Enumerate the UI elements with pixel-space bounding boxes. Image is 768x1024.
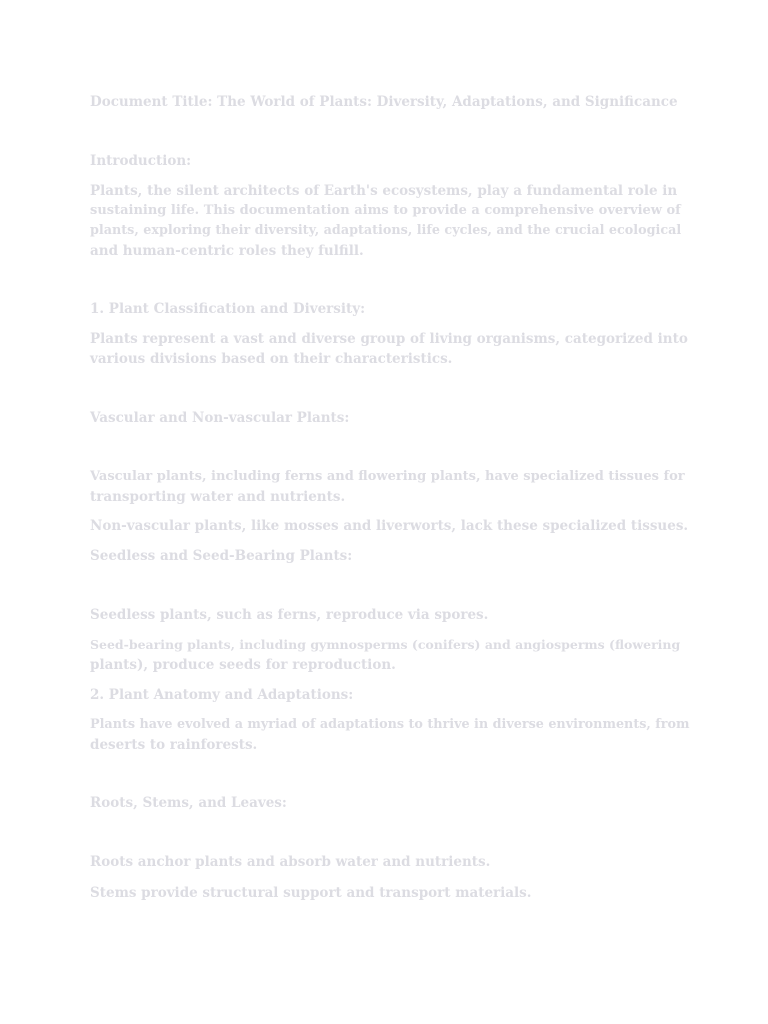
vascular-text-line: transporting water and nutrients.	[90, 489, 346, 505]
introduction-text-line: Plants, the silent architects of Earth's ecosystems, play a fundamental role in	[90, 183, 678, 199]
introduction-text-line: plants, exploring their diversity, adaptations, life cycles, and the crucial ecological	[90, 223, 682, 238]
introduction-text-line: and human-centric roles they fulfill.	[90, 243, 364, 259]
section-1-text-line: Plants represent a vast and diverse group of living organisms, categorized into	[90, 331, 688, 347]
roots-text: Roots anchor plants and absorb water and nutrients.	[90, 854, 491, 870]
section-2-heading: 2. Plant Anatomy and Adaptations:	[90, 687, 354, 703]
introduction-heading: Introduction:	[90, 153, 192, 169]
seed-bearing-text-line: Seed-bearing plants, including gymnosperms (conifers) and angiosperms (flowering	[90, 637, 681, 652]
introduction-text-line: sustaining life. This documentation aims to provide a comprehensive overview of	[90, 203, 681, 218]
section-1-text-line: various divisions based on their characteristics.	[90, 351, 453, 367]
section-2-text-line: deserts to rainforests.	[90, 737, 258, 753]
section-1-heading: 1. Plant Classification and Diversity:	[90, 301, 366, 317]
stems-text: Stems provide structural support and transport materials.	[90, 885, 532, 901]
roots-subheading: Roots, Stems, and Leaves:	[90, 795, 287, 811]
vascular-subheading: Vascular and Non-vascular Plants:	[90, 410, 350, 426]
seedless-text: Seedless plants, such as ferns, reproduce via spores.	[90, 607, 489, 623]
document-title: Document Title: The World of Plants: Diversity, Adaptations, and Significance	[90, 94, 678, 110]
section-2-text-line: Plants have evolved a myriad of adaptations to thrive in diverse environments, from	[90, 717, 690, 732]
seed-subheading: Seedless and Seed-Bearing Plants:	[90, 548, 353, 564]
nonvascular-text: Non-vascular plants, like mosses and liverworts, lack these specialized tissues.	[90, 518, 689, 534]
vascular-text-line: Vascular plants, including ferns and flowering plants, have specialized tissues for	[90, 469, 685, 484]
seed-bearing-text-line: plants), produce seeds for reproduction.	[90, 657, 396, 673]
